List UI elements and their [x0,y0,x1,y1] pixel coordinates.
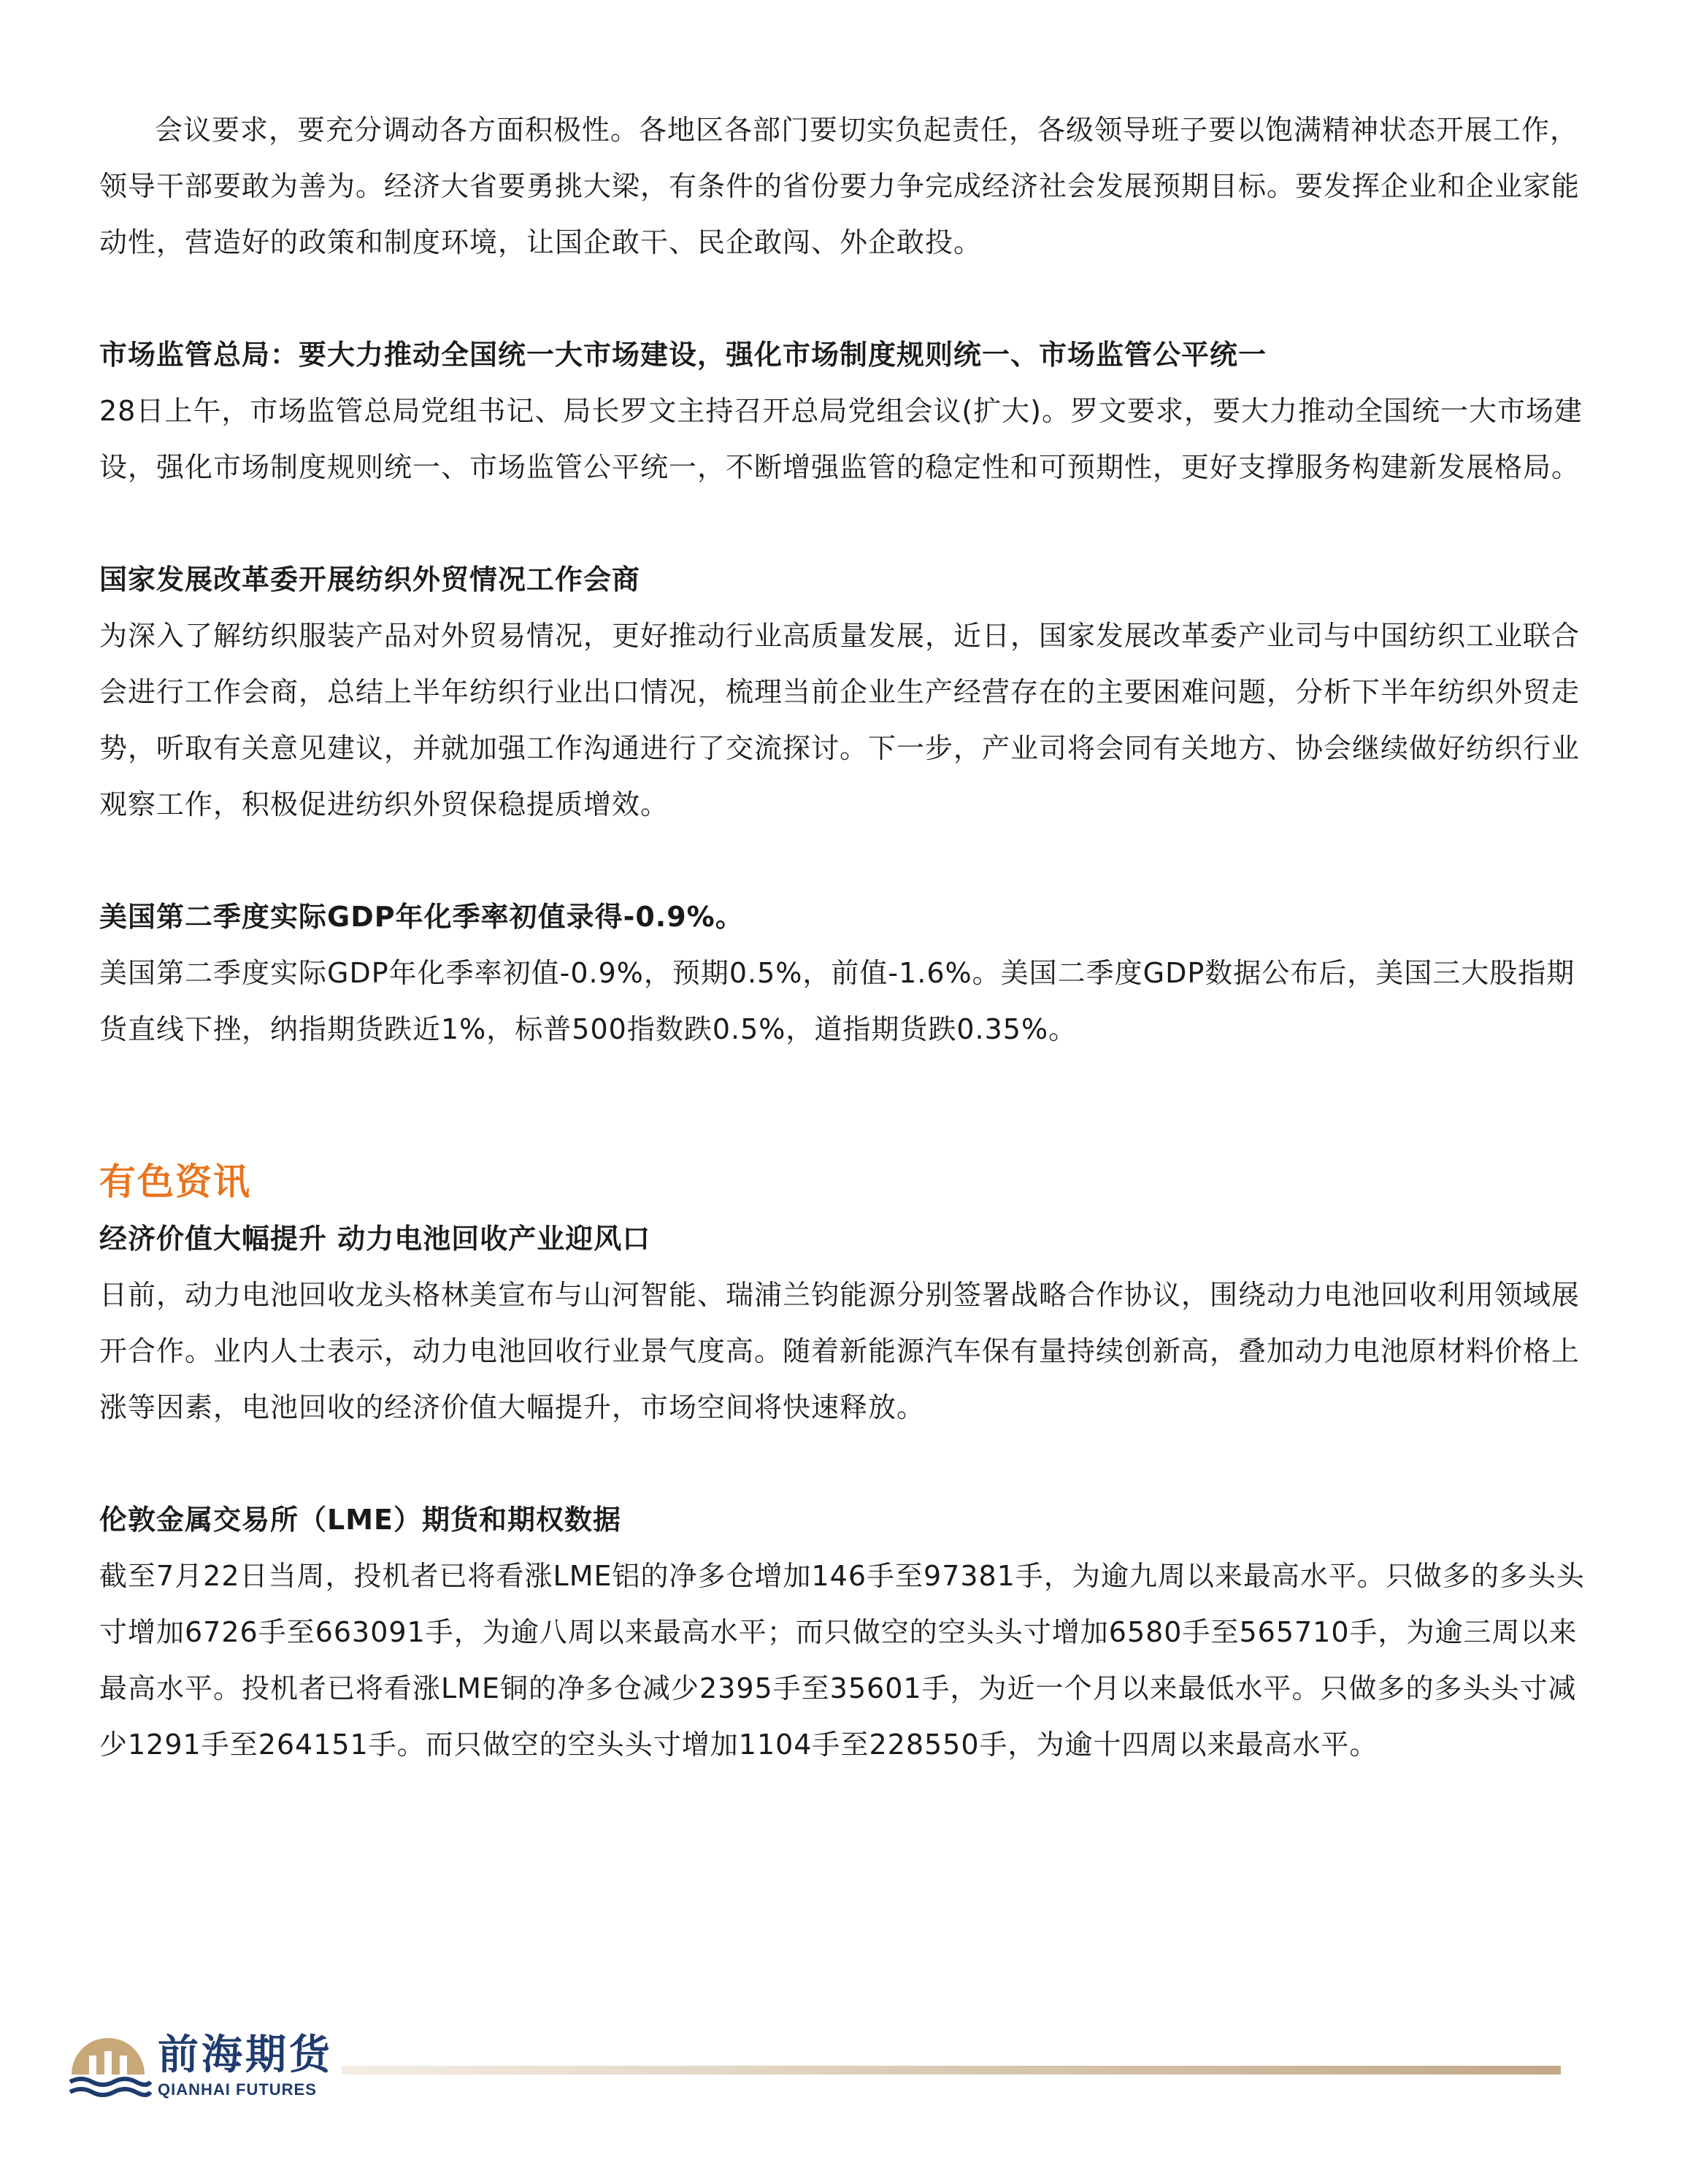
news-heading-market-regulation: 市场监管总局：要大力推动全国统一大市场建设，强化市场制度规则统一、市场监管公平统一 [99,339,1267,371]
logo-english-name: QIANHAI FUTURES [158,2080,317,2099]
intro-paragraph: 会议要求，要充分调动各方面积极性。各地区各部门要切实负起责任，各级领导班子要以饱满精神状态开展工作，领导干部要敢为善为。经济大省要勇挑大梁，有条件的省份要力争完成经济社会发展预期目标。要发挥企业和企业家能动性，营造好的政策和制度环境，让国企敢干、民企敢闯、外企敢投。 [99,114,1581,258]
qianhai-logo-icon [64,2029,152,2102]
news-heading-us-gdp: 美国第二季度实际GDP年化季率初值录得-0.9%。 [99,901,744,933]
news-heading-textile-trade: 国家发展改革委开展纺织外贸情况工作会商 [99,564,641,596]
page-footer [64,2022,1590,2110]
news-heading-lme-data: 伦敦金属交易所（LME）期货和期权数据 [99,1504,621,1536]
news-body-market-regulation: 28日上午，市场监管总局党组书记、局长罗文主持召开总局党组会议(扩大)。罗文要求，要大力推动全国统一大市场建设，强化市场制度规则统一、市场监管公平统一，不断增强监管的稳定性和可预期性，更好支撑服务构建新发展格局。 [99,395,1583,483]
news-body-textile-trade: 为深入了解纺织服装产品对外贸易情况，更好推动行业高质量发展，近日，国家发展改革委产业司与中国纺织工业联合会进行工作会商，总结上半年纺织行业出口情况，梳理当前企业生产经营存在的主要困难问题，分析下半年纺织外贸走势，听取有关意见建议，并就加强工作沟通进行了交流探讨。下一步，产业司将会同有关地方、协会继续做好纺织行业观察工作，积极促进纺织外贸保稳提质增效。 [99,620,1581,820]
footer-divider [342,2066,1561,2075]
news-heading-battery-recycling: 经济价值大幅提升 动力电池回收产业迎风口 [99,1223,651,1255]
news-body-lme-data: 截至7月22日当周，投机者已将看涨LME铝的净多仓增加146手至97381手，为逾九周以来最高水平。只做多的多头头寸增加6726手至663091手，为逾八周以来最高水平；而只做空的空头头寸增加6580手至565710手，为逾三周以来最高水平。投机者已将看涨LME铜的净多仓减少2395手至35601手，为近一个月以来最低水平。只做多的多头头寸减少1291手至264151手。而只做空的空头头寸增加1104手至228550手，为逾十四周以来最高水平。 [99,1560,1585,1761]
news-body-us-gdp: 美国第二季度实际GDP年化季率初值-0.9%，预期0.5%，前值-1.6%。美国二季度GDP数据公布后，美国三大股指期货直线下挫，纳指期货跌近1%，标普500指数跌0.5%，道指期货跌0.35%。 [99,957,1575,1045]
news-body-battery-recycling: 日前，动力电池回收龙头格林美宣布与山河智能、瑞浦兰钧能源分别签署战略合作协议，围绕动力电池回收利用领域展开合作。业内人士表示，动力电池回收行业景气度高。随着新能源汽车保有量持续创新高，叠加动力电池原材料价格上涨等因素，电池回收的经济价值大幅提升，市场空间将快速释放。 [99,1279,1581,1423]
logo-chinese-name: 前海期货 [158,2031,333,2079]
section-title-nonferrous: 有色资讯 [99,1161,251,1203]
document-body [99,102,1589,1773]
